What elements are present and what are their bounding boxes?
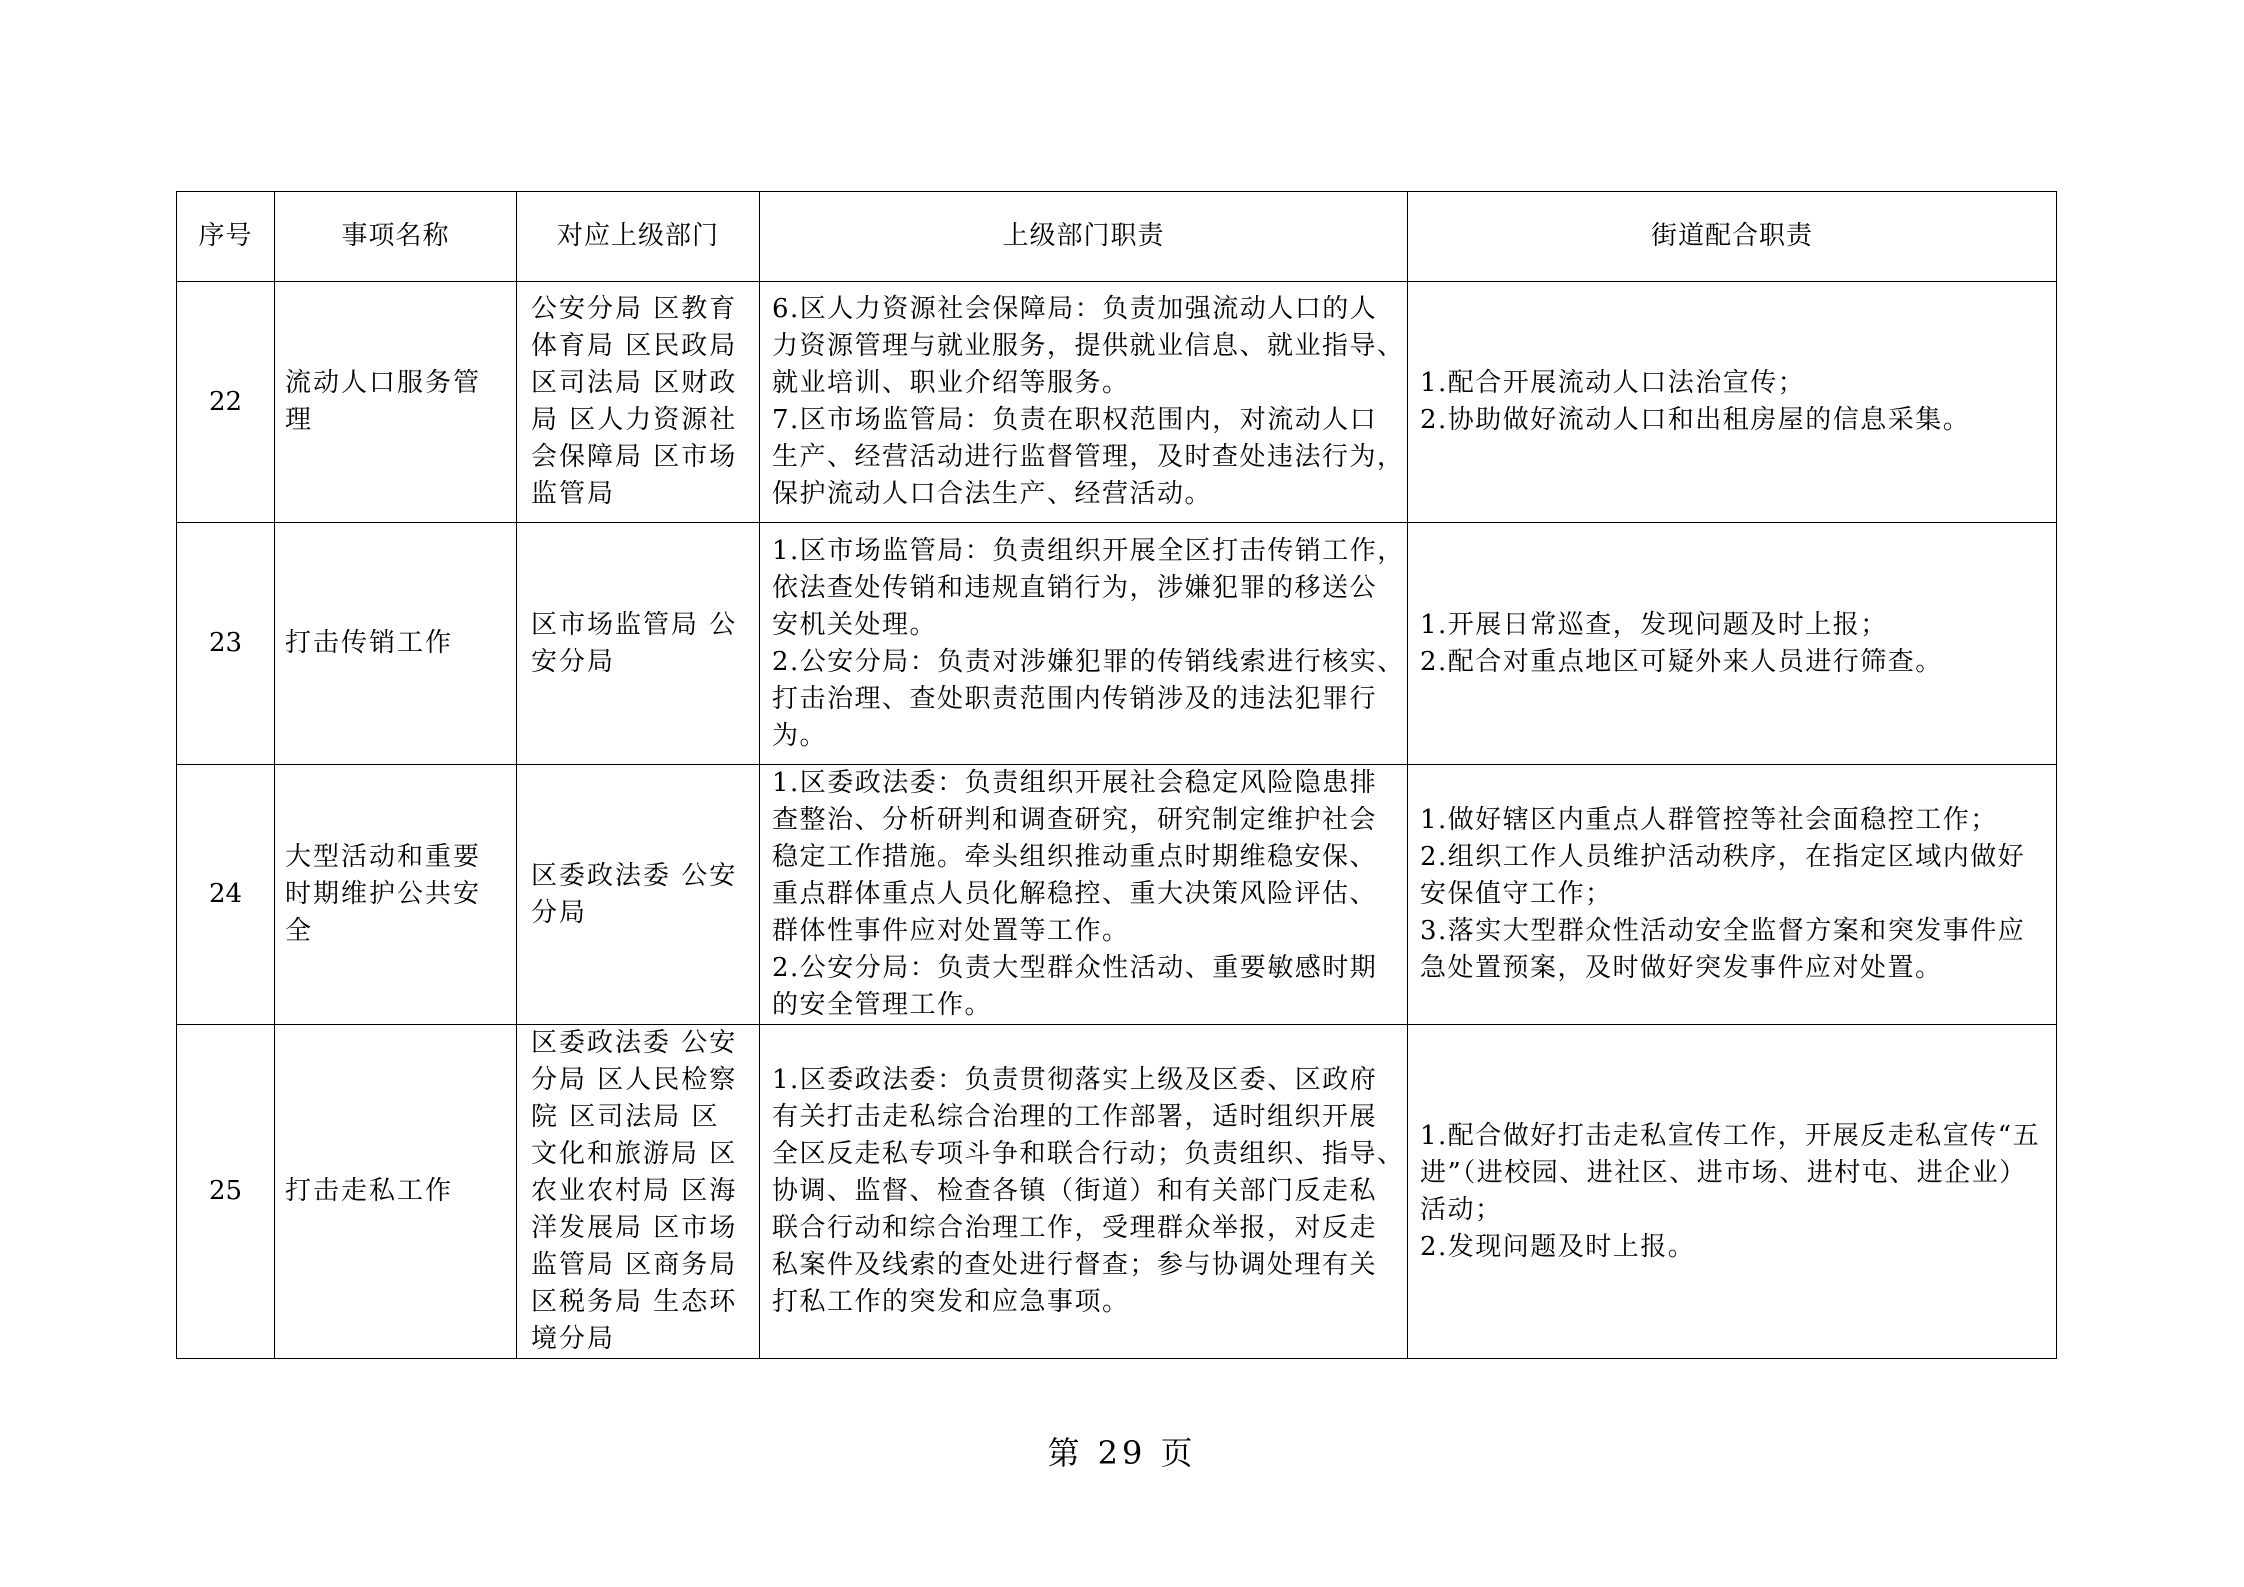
dept-line: 体育局 区民政局 xyxy=(531,331,738,361)
dept-line: 洋发展局 区市场 xyxy=(531,1213,738,1243)
upper-line: 重点群体重点人员化解稳控、重大决策风险评估、 xyxy=(772,879,1378,909)
row-index: 23 xyxy=(177,523,275,765)
row-departments xyxy=(517,523,760,765)
item-line: 时期维护公共安 xyxy=(285,879,482,909)
dept-line: 院 区司法局 区 xyxy=(531,1102,720,1132)
upper-line: 的安全管理工作。 xyxy=(772,990,993,1020)
row-index: 22 xyxy=(177,282,275,523)
item-line: 打击传销工作 xyxy=(285,628,454,658)
item-line: 理 xyxy=(285,405,314,435)
row-street-duties xyxy=(1408,282,2057,523)
table-row xyxy=(177,765,2057,1025)
street-line: 活动； xyxy=(1420,1194,1503,1225)
upper-line: 2.公安分局：负责对涉嫌犯罪的传销线索进行核实、 xyxy=(772,646,1405,677)
upper-line: 就业培训、职业介绍等服务。 xyxy=(772,368,1130,398)
item-line: 流动人口服务管 xyxy=(285,368,482,398)
upper-line: 保护流动人口合法生产、经营活动。 xyxy=(772,479,1213,509)
item-line: 打击走私工作 xyxy=(285,1176,454,1206)
upper-line: 稳定工作措施。牵头组织推动重点时期维稳安保、 xyxy=(772,842,1378,872)
item-line: 大型活动和重要 xyxy=(285,842,482,872)
upper-line: 7.区市场监管局：负责在职权范围内，对流动人口 xyxy=(772,405,1378,435)
street-line: 1.配合做好打击走私宣传工作，开展反走私宣传“五 xyxy=(1420,1120,2041,1151)
table-row xyxy=(177,1025,2057,1359)
dept-line: 监管局 区商务局 xyxy=(531,1250,738,1280)
street-line: 急处置预案，及时做好突发事件应对处置。 xyxy=(1420,953,1943,983)
upper-line: 打击治理、查处职责范围内传销涉及的违法犯罪行 xyxy=(772,683,1378,714)
dept-line: 区委政法委 公安 xyxy=(531,1028,738,1058)
row-item-name xyxy=(275,523,517,765)
header-upper-department: 对应上级部门 xyxy=(517,192,760,282)
upper-line: 全区反走私专项斗争和联合行动；负责组织、指导、 xyxy=(772,1139,1405,1169)
dept-line: 农业农村局 区海 xyxy=(531,1176,738,1206)
table-row xyxy=(177,523,2057,765)
dept-line: 文化和旅游局 区 xyxy=(531,1139,738,1169)
header-index: 序号 xyxy=(177,192,275,282)
upper-line: 依法查处传销和违规直销行为，涉嫌犯罪的移送公 xyxy=(772,572,1378,603)
header-street-duties: 街道配合职责 xyxy=(1408,192,2057,282)
street-line: 进”（进校园、进社区、进市场、进村屯、进企业） xyxy=(1420,1157,2027,1188)
street-line: 1.做好辖区内重点人群管控等社会面稳控工作； xyxy=(1420,805,1998,835)
dept-line: 区司法局 区财政 xyxy=(531,368,738,398)
row-index: 25 xyxy=(177,1025,275,1359)
row-upper-duties xyxy=(760,282,1408,523)
dept-line: 分局 xyxy=(531,897,588,928)
row-departments xyxy=(517,765,760,1025)
upper-line: 有关打击走私综合治理的工作部署，适时组织开展 xyxy=(772,1102,1378,1132)
page-number: 第 29 页 xyxy=(1047,1434,1197,1472)
dept-line: 公安分局 区教育 xyxy=(531,294,738,324)
upper-line: 联合行动和综合治理工作，受理群众举报，对反走 xyxy=(772,1213,1378,1243)
table-header-row xyxy=(177,192,2057,282)
row-item-name xyxy=(275,282,517,523)
upper-line: 1.区委政法委：负责组织开展社会稳定风险隐患排 xyxy=(772,768,1378,798)
row-upper-duties xyxy=(760,765,1408,1025)
dept-line: 境分局 xyxy=(531,1324,616,1354)
responsibility-table xyxy=(176,191,2057,1359)
row-street-duties xyxy=(1408,765,2057,1025)
street-line: 3.落实大型群众性活动安全监督方案和突发事件应 xyxy=(1420,916,2026,946)
item-line: 全 xyxy=(285,916,314,946)
dept-line: 区市场监管局 公 xyxy=(531,609,738,640)
upper-line: 群体性事件应对处置等工作。 xyxy=(772,916,1130,946)
dept-line: 监管局 xyxy=(531,479,616,509)
upper-line: 打私工作的突发和应急事项。 xyxy=(772,1287,1130,1317)
upper-line: 私案件及线索的查处进行督查；参与协调处理有关 xyxy=(772,1250,1378,1280)
row-departments xyxy=(517,1025,760,1359)
upper-line: 1.区委政法委：负责贯彻落实上级及区委、区政府 xyxy=(772,1065,1378,1095)
upper-line: 查整治、分析研判和调查研究，研究制定维护社会 xyxy=(772,805,1378,835)
street-line: 2.发现问题及时上报。 xyxy=(1420,1231,1696,1262)
header-upper-duties: 上级部门职责 xyxy=(760,192,1408,282)
street-line: 1.开展日常巡查，发现问题及时上报； xyxy=(1420,609,1888,640)
upper-line: 1.区市场监管局：负责组织开展全区打击传销工作， xyxy=(772,535,1405,566)
table-body xyxy=(177,282,2057,1359)
row-upper-duties xyxy=(760,1025,1408,1359)
dept-line: 安分局 xyxy=(531,646,616,677)
row-upper-duties xyxy=(760,523,1408,765)
upper-line: 安机关处理。 xyxy=(772,609,938,640)
dept-line: 区委政法委 公安 xyxy=(531,860,738,891)
street-line: 1.配合开展流动人口法治宣传； xyxy=(1420,368,1806,398)
dept-line: 局 区人力资源社 xyxy=(531,405,738,435)
upper-line: 为。 xyxy=(772,720,828,751)
row-departments xyxy=(517,282,760,523)
street-line: 安保值守工作； xyxy=(1420,879,1613,909)
table-row xyxy=(177,282,2057,523)
upper-line: 2.公安分局：负责大型群众性活动、重要敏感时期 xyxy=(772,953,1378,983)
row-index: 24 xyxy=(177,765,275,1025)
upper-line: 生产、经营活动进行监督管理，及时查处违法行为， xyxy=(772,442,1405,472)
row-street-duties xyxy=(1408,1025,2057,1359)
street-line: 2.配合对重点地区可疑外来人员进行筛查。 xyxy=(1420,646,1943,677)
street-line: 2.协助做好流动人口和出租房屋的信息采集。 xyxy=(1420,405,1971,435)
row-item-name xyxy=(275,765,517,1025)
upper-line: 6.区人力资源社会保障局：负责加强流动人口的人 xyxy=(772,294,1378,324)
street-line: 2.组织工作人员维护活动秩序，在指定区域内做好 xyxy=(1420,842,2026,872)
row-item-name xyxy=(275,1025,517,1359)
dept-line: 会保障局 区市场 xyxy=(531,442,738,472)
upper-line: 力资源管理与就业服务，提供就业信息、就业指导、 xyxy=(772,331,1405,361)
dept-line: 分局 区人民检察 xyxy=(531,1065,738,1095)
header-item-name: 事项名称 xyxy=(275,192,517,282)
dept-line: 区税务局 生态环 xyxy=(531,1287,738,1317)
upper-line: 协调、监督、检查各镇（街道）和有关部门反走私 xyxy=(772,1176,1378,1206)
row-street-duties xyxy=(1408,523,2057,765)
